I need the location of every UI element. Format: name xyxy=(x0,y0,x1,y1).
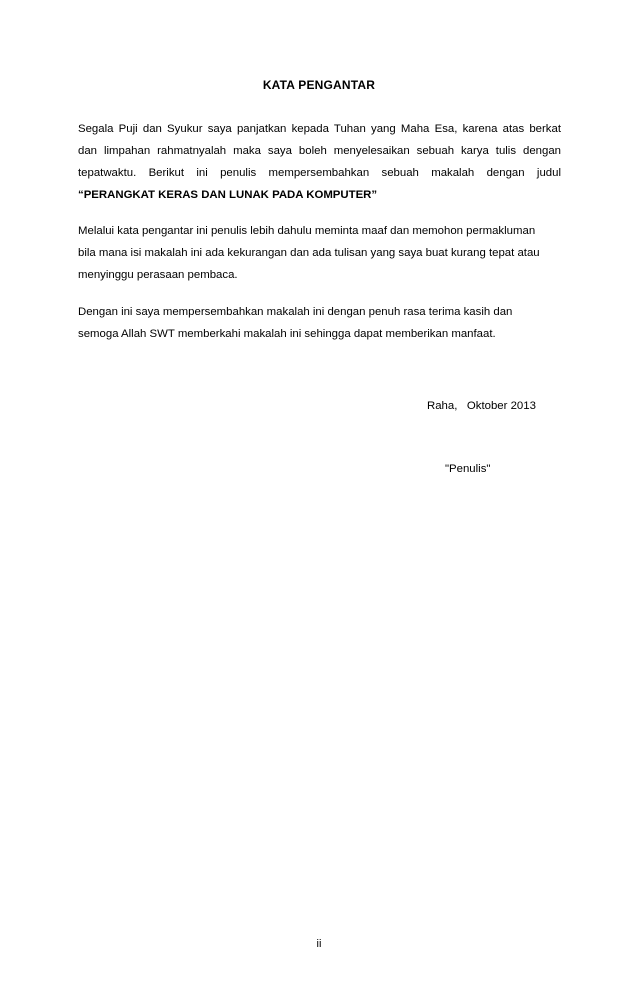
page-number: ii xyxy=(316,938,322,950)
paragraph-intro-line-3: tepatwaktu. Berikut ini penulis mempersembahkan sebuah makalah dengan judul xyxy=(78,167,561,179)
paragraph-intro xyxy=(78,118,561,206)
paragraph-intro-line-2: dan limpahan rahmatnyalah maka saya boleh menyelesaikan sebuah karya tulis dengan xyxy=(78,145,561,157)
place-and-date: Raha, Oktober 2013 xyxy=(427,400,536,412)
paragraph-closing-line-2: semoga Allah SWT memberkahi makalah ini sehingga dapat memberikan manfaat. xyxy=(78,328,496,340)
paragraph-apology-line-2: bila mana isi makalah ini ada kekurangan dan ada tulisan yang saya buat kurang tepat atau xyxy=(78,247,540,259)
page-title: KATA PENGANTAR xyxy=(262,78,376,92)
paragraph-closing-line-1: Dengan ini saya mempersembahkan makalah ini dengan penuh rasa terima kasih dan xyxy=(78,306,513,318)
paper-title: “PERANGKAT KERAS DAN LUNAK PADA KOMPUTER” xyxy=(78,189,378,201)
paragraph-closing xyxy=(78,301,561,345)
paragraph-apology xyxy=(78,220,561,286)
paragraph-apology-line-3: menyinggu perasaan pembaca. xyxy=(78,269,238,281)
paragraph-intro-line-1: Segala Puji dan Syukur saya panjatkan kepada Tuhan yang Maha Esa, karena atas berkat xyxy=(78,123,561,135)
paragraph-apology-line-1: Melalui kata pengantar ini penulis lebih dahulu meminta maaf dan memohon permakluman xyxy=(78,225,536,237)
author-signature: "Penulis" xyxy=(445,463,491,475)
